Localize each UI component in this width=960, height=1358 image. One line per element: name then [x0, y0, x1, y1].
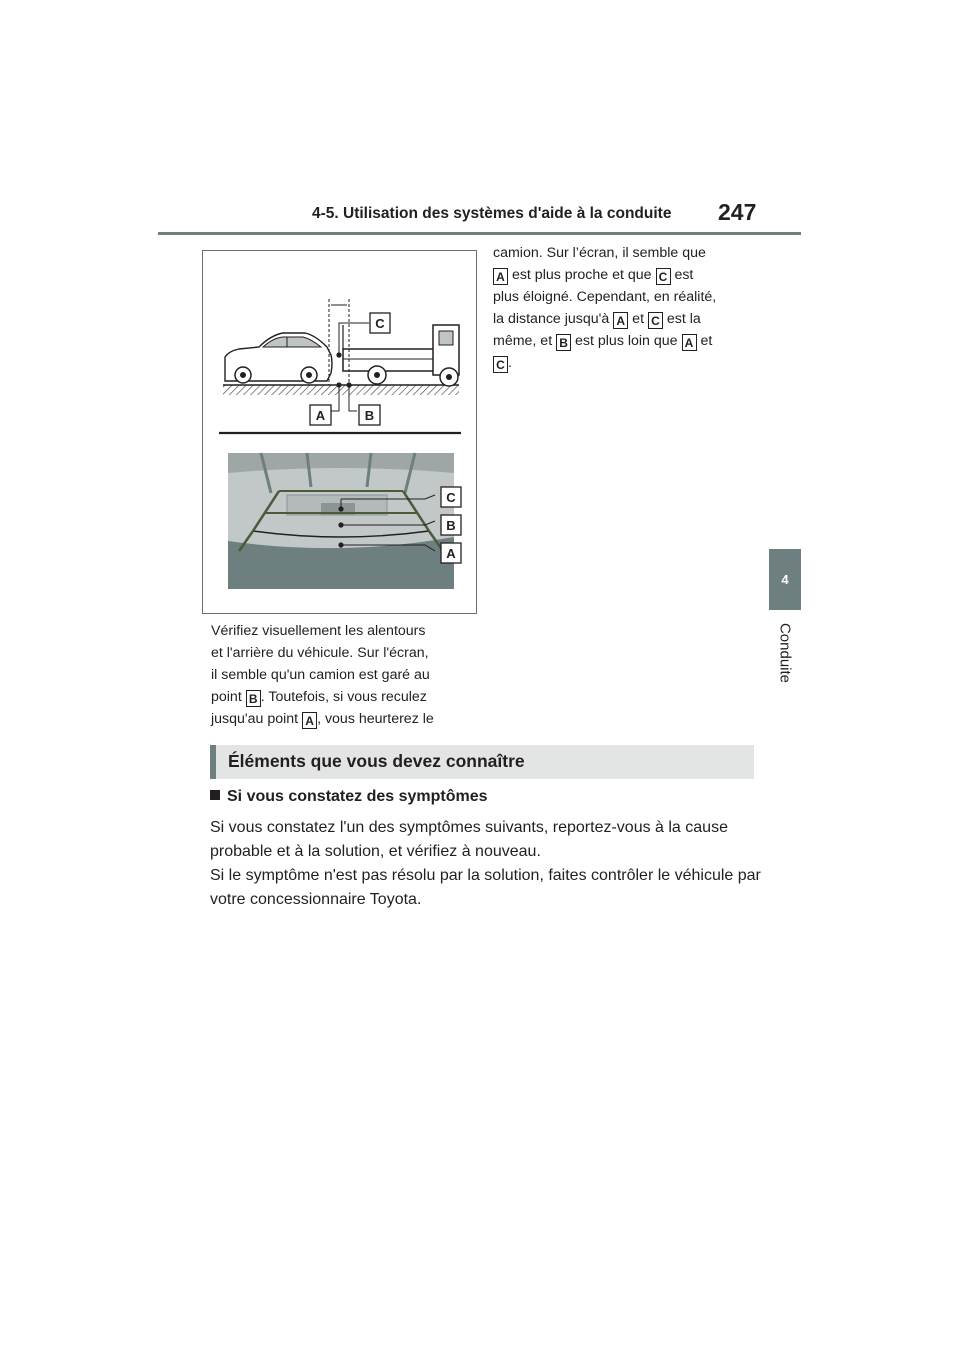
chapter-label-text: Conduite — [776, 622, 794, 684]
text-line: plus éloigné. Cependant, en réalité, — [493, 289, 717, 305]
point-c-box: C — [656, 268, 671, 285]
rear-camera-view — [228, 453, 454, 589]
sedan-car — [225, 333, 332, 383]
text-line: Vérifiez visuellement les alentours — [211, 623, 426, 639]
truck — [343, 325, 459, 386]
right-column-text — [493, 242, 758, 374]
point-a-box: A — [613, 312, 628, 329]
header-divider — [158, 232, 801, 235]
illustration-svg — [203, 251, 476, 613]
section-heading-bar — [210, 745, 754, 779]
point-c-box: C — [493, 356, 508, 373]
page-number: 247 — [718, 199, 757, 225]
label-b-top — [359, 405, 380, 425]
square-bullet-icon — [210, 790, 220, 800]
camera-distance-illustration — [202, 250, 477, 614]
svg-text:B: B — [446, 518, 456, 533]
point-a-box: A — [682, 334, 697, 351]
text-line: même, et B est plus loin que A et — [493, 333, 713, 350]
chapter-number: 4 — [781, 572, 789, 587]
point-b-box: B — [246, 690, 261, 707]
svg-text:B: B — [364, 408, 375, 423]
text-line: la distance jusqu'à A et C est la — [493, 311, 701, 328]
text-line: A est plus proche et que C est — [493, 264, 758, 286]
paragraph: Si le symptôme n'est pas résolu par la solution, faites contrôler le véhicule par votre concessionnaire Toyota. — [210, 867, 761, 908]
text-line: et l'arrière du véhicule. Sur l'écran, — [211, 645, 429, 661]
text-line: point B . Toutefois, si vous reculez — [211, 689, 427, 706]
label-a-top — [310, 405, 331, 425]
svg-text:C: C — [446, 490, 456, 505]
text-line: C . — [493, 352, 758, 374]
chapter-label — [760, 618, 810, 688]
svg-text:A: A — [446, 546, 456, 561]
subheading-text: Si vous constatez des symptômes — [227, 788, 488, 805]
text-line: camion. Sur l’écran, il semble que — [493, 245, 706, 261]
label-c-top — [370, 313, 390, 333]
header-title: 4-5. Utilisation des systèmes d'aide à la conduite — [312, 205, 672, 222]
point-a-box: A — [493, 268, 508, 285]
point-b-box: B — [556, 334, 571, 351]
section-heading: Éléments que vous devez connaître — [228, 751, 525, 771]
svg-text:C: C — [375, 316, 385, 331]
chapter-tab — [769, 549, 801, 610]
text-line: jusqu'au point A , vous heurterez le — [211, 711, 434, 728]
left-column-text — [211, 620, 476, 730]
label-b-bottom — [441, 515, 461, 535]
text-line: il semble qu'un camion est garé au — [211, 667, 430, 683]
label-c-bottom — [441, 487, 461, 507]
paragraph: Si vous constatez l'un des symptômes suivants, reportez-vous à la cause probable et à la solution, et vérifiez à nouveau. — [210, 819, 728, 860]
subheading — [210, 788, 488, 806]
point-c-box: C — [648, 312, 663, 329]
label-a-bottom — [441, 543, 461, 563]
point-a-box: A — [302, 712, 317, 729]
svg-text:A: A — [315, 408, 326, 423]
